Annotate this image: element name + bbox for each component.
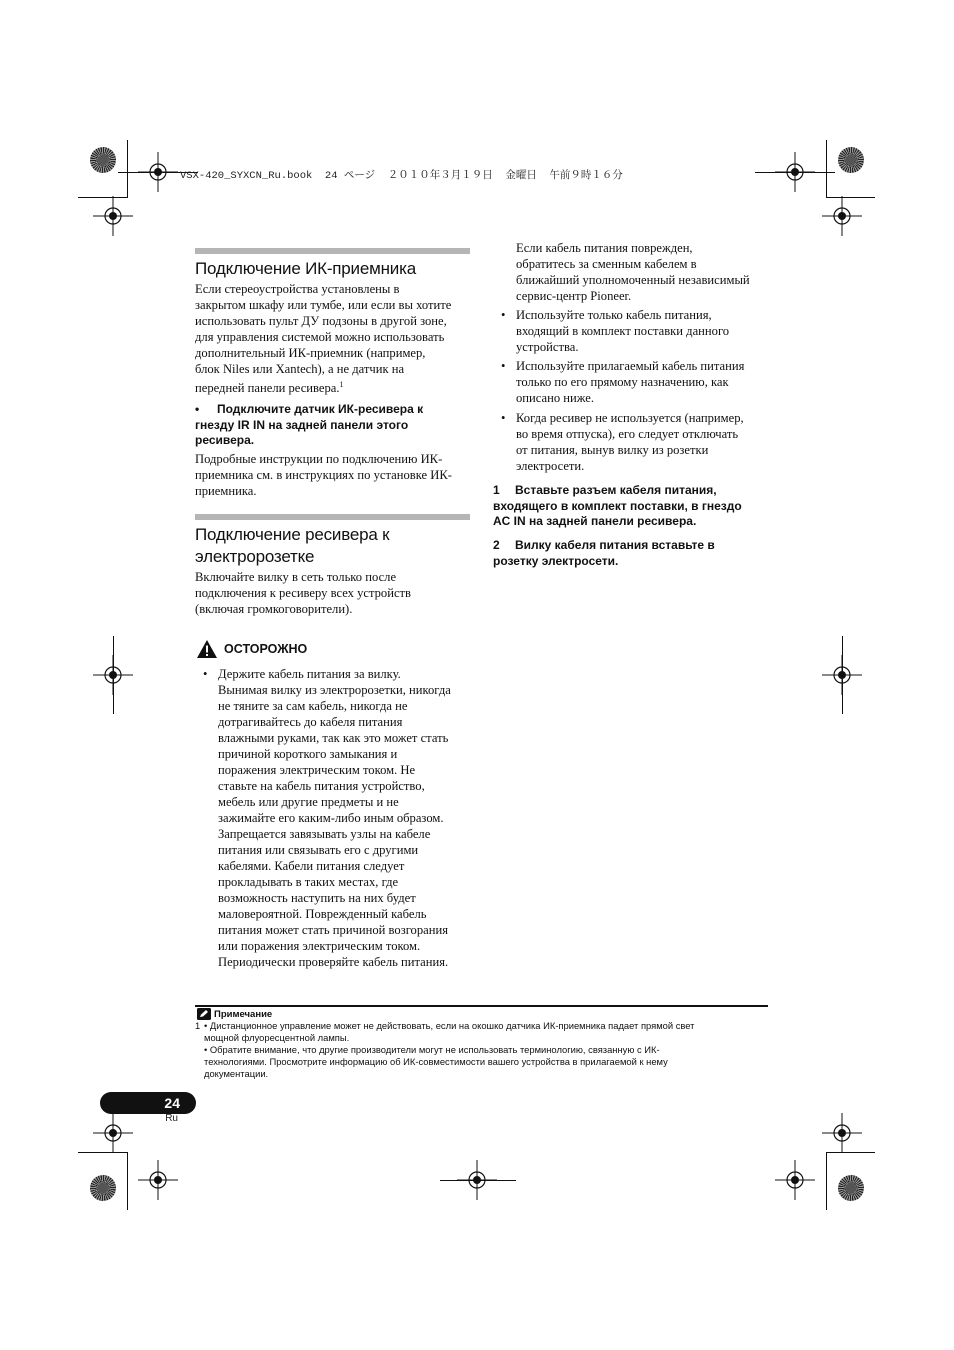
title-line: Подключение ресивера к	[195, 525, 390, 544]
registration-seal	[838, 147, 864, 173]
text-line: технологиями. Просмотрите информацию об ИК-совместимости вашего устройства в прилагаемой к нему	[204, 1056, 668, 1067]
caution-text	[203, 666, 483, 970]
text-line: Периодически проверяйте кабель питания.	[218, 955, 449, 969]
text-line: Если кабель питания поврежден,	[516, 241, 693, 255]
caution-label: ОСТОРОЖНО	[224, 642, 308, 656]
text-line: сервис-центр Pioneer.	[516, 289, 632, 303]
text-line: Подробные инструкции по подключению ИК-	[195, 452, 443, 466]
ir-step	[195, 402, 480, 449]
text-line: закрытом шкафу или тумбе, или если вы хотите	[195, 298, 452, 312]
registration-seal	[838, 1175, 864, 1201]
ir-intro	[195, 281, 480, 396]
crop-mark	[826, 140, 827, 198]
text-line: ставьте на кабель питания устройство,	[218, 779, 425, 793]
text-line: дотрагивайтесь до кабеля питания	[218, 715, 403, 729]
text-line: ресивера.	[195, 433, 255, 447]
registration-target	[775, 1160, 815, 1200]
text-line: мебель или другие предметы и не	[218, 795, 399, 809]
text-line: AC IN на задней панели ресивера.	[493, 514, 697, 528]
text-line: возможность наступить на них будет	[218, 891, 416, 905]
page-number: 24	[164, 1095, 180, 1111]
text-line: блок Niles или Xantech), а не датчик на	[195, 362, 405, 376]
footnote-number: 1	[195, 1020, 201, 1031]
notes-label: Примечание	[214, 1008, 273, 1020]
bullet-mark: •	[501, 308, 506, 322]
text-line: Вилку кабеля питания вставьте в	[515, 538, 715, 552]
registration-target	[93, 1113, 133, 1153]
registration-seal	[90, 147, 116, 173]
text-line: ближайший уполномоченный независимый	[516, 273, 750, 287]
text-line: Вставьте разъем кабеля питания,	[515, 483, 717, 497]
crop-mark	[440, 1180, 516, 1181]
text-line: питания может стать причиной возгорания	[218, 923, 448, 937]
text-line: прокладывать в таких местах, где	[218, 875, 399, 889]
text-line: • Обратите внимание, что другие производители могут не использовать терминологию, связанную с ИК-	[204, 1044, 660, 1055]
registration-target	[138, 1160, 178, 1200]
text-line: документации.	[204, 1068, 269, 1079]
power-step-1	[493, 483, 783, 530]
text-line: дополнительный ИК-приемник (например,	[195, 346, 426, 360]
caution-list-item	[501, 358, 781, 406]
registration-target	[93, 196, 133, 236]
step-bullet: •	[195, 402, 200, 416]
text-line: или поражения электрическим током.	[218, 939, 421, 953]
text-line: электросети.	[516, 459, 585, 473]
text-line: причиной короткого замыкания и	[218, 747, 398, 761]
text-line: приемника.	[195, 484, 257, 498]
text-line: Держите кабель питания за вилку.	[218, 667, 401, 681]
damaged-cable-text	[516, 240, 776, 304]
step-number: 1	[493, 483, 500, 497]
page-number-tab	[100, 1092, 196, 1114]
text-line-content: передней панели ресивера.	[195, 381, 340, 396]
page-lang: Ru	[165, 1113, 178, 1124]
text-line: влажными руками, так как это может стать	[218, 731, 449, 745]
text-line	[195, 377, 480, 396]
text-line: от питания, вынув вилку из розетки	[516, 443, 709, 457]
text-line: (включая громкоговорители).	[195, 602, 353, 616]
ir-details	[195, 451, 480, 499]
text-line: Запрещается завязывать узлы на кабеле	[218, 827, 431, 841]
text-line: подключения к ресиверу всех устройств	[195, 586, 411, 600]
warning-icon	[196, 639, 218, 659]
text-line: для управления системой можно использовать	[195, 330, 445, 344]
caution-list-item	[501, 410, 781, 474]
caution-heading	[196, 638, 307, 660]
section-title-power	[195, 524, 389, 568]
text-line: Подключите датчик ИК-ресивера к	[217, 402, 424, 416]
text-line: Включайте вилку в сеть только после	[195, 570, 397, 584]
section-title-ir: Подключение ИК-приемника	[195, 259, 416, 278]
crop-mark	[826, 1152, 827, 1210]
text-line: во время отпуска), его следует отключать	[516, 427, 739, 441]
text-line: приемника см. в инструкциях по установке ИК-	[195, 468, 452, 482]
bullet-mark: •	[501, 411, 506, 425]
text-line: Используйте прилагаемый кабель питания	[516, 359, 745, 373]
text-line: входящий в комплект поставки данного	[516, 324, 730, 338]
text-line: описано ниже.	[516, 391, 595, 405]
notes-body	[195, 1020, 775, 1080]
file-header: VSX-420_SYXCN_Ru.book 24 ページ ２０１０年３月１９日 金曜日 午前９時１６分	[180, 170, 623, 182]
bullet-mark: •	[501, 359, 506, 373]
crop-mark	[113, 636, 114, 714]
text-line: Вынимая вилку из электророзетки, никогда	[218, 683, 451, 697]
registration-seal	[90, 1175, 116, 1201]
text-line: кабелями. Кабели питания следует	[218, 859, 405, 873]
text-line: поражения электрическим током. Не	[218, 763, 416, 777]
registration-target	[822, 196, 862, 236]
text-line: Если стереоустройства установлены в	[195, 282, 400, 296]
text-line: не тяните за сам кабель, никогда не	[218, 699, 408, 713]
registration-target	[822, 1113, 862, 1153]
caution-list-item	[501, 307, 781, 355]
section-divider	[195, 514, 470, 520]
text-line: только по его прямому назначению, как	[516, 375, 729, 389]
power-intro	[195, 569, 480, 617]
power-step-2	[493, 538, 783, 569]
title-line: электророзетке	[195, 547, 315, 566]
crop-mark	[127, 1152, 128, 1210]
note-pencil-icon	[197, 1008, 211, 1020]
crop-mark	[127, 140, 128, 198]
section-divider	[195, 248, 470, 254]
text-line: розетку электросети.	[493, 553, 619, 568]
text-line: зажимайте его каким-либо иным образом.	[218, 811, 444, 825]
text-line: • Дистанционное управление может не действовать, если на окошко датчика ИК-приемника падает прямой свет	[204, 1020, 695, 1031]
text-line: устройства.	[516, 340, 579, 354]
text-line: использовать пульт ДУ подзоны в другой зоне,	[195, 314, 447, 328]
text-line: мощной флуоресцентной лампы.	[204, 1032, 350, 1043]
text-line: Используйте только кабель питания,	[516, 308, 712, 322]
text-line: маловероятной. Поврежденный кабель	[218, 907, 427, 921]
footnote-ref: 1	[339, 380, 344, 389]
step-number: 2	[493, 538, 500, 552]
text-line: входящего в комплект поставки, в гнездо	[493, 498, 742, 513]
notes-heading	[197, 1008, 272, 1020]
crop-mark	[755, 172, 835, 173]
text-line: гнезду IR IN на задней панели этого	[195, 417, 409, 432]
text-line: питания или связывать его с другими	[218, 843, 419, 857]
text-line: Когда ресивер не используется (например,	[516, 411, 744, 425]
text-line: обратитесь за сменным кабелем в	[516, 257, 697, 271]
crop-mark	[842, 636, 843, 714]
notes-rule	[195, 1005, 768, 1007]
bullet-mark: •	[203, 667, 208, 681]
